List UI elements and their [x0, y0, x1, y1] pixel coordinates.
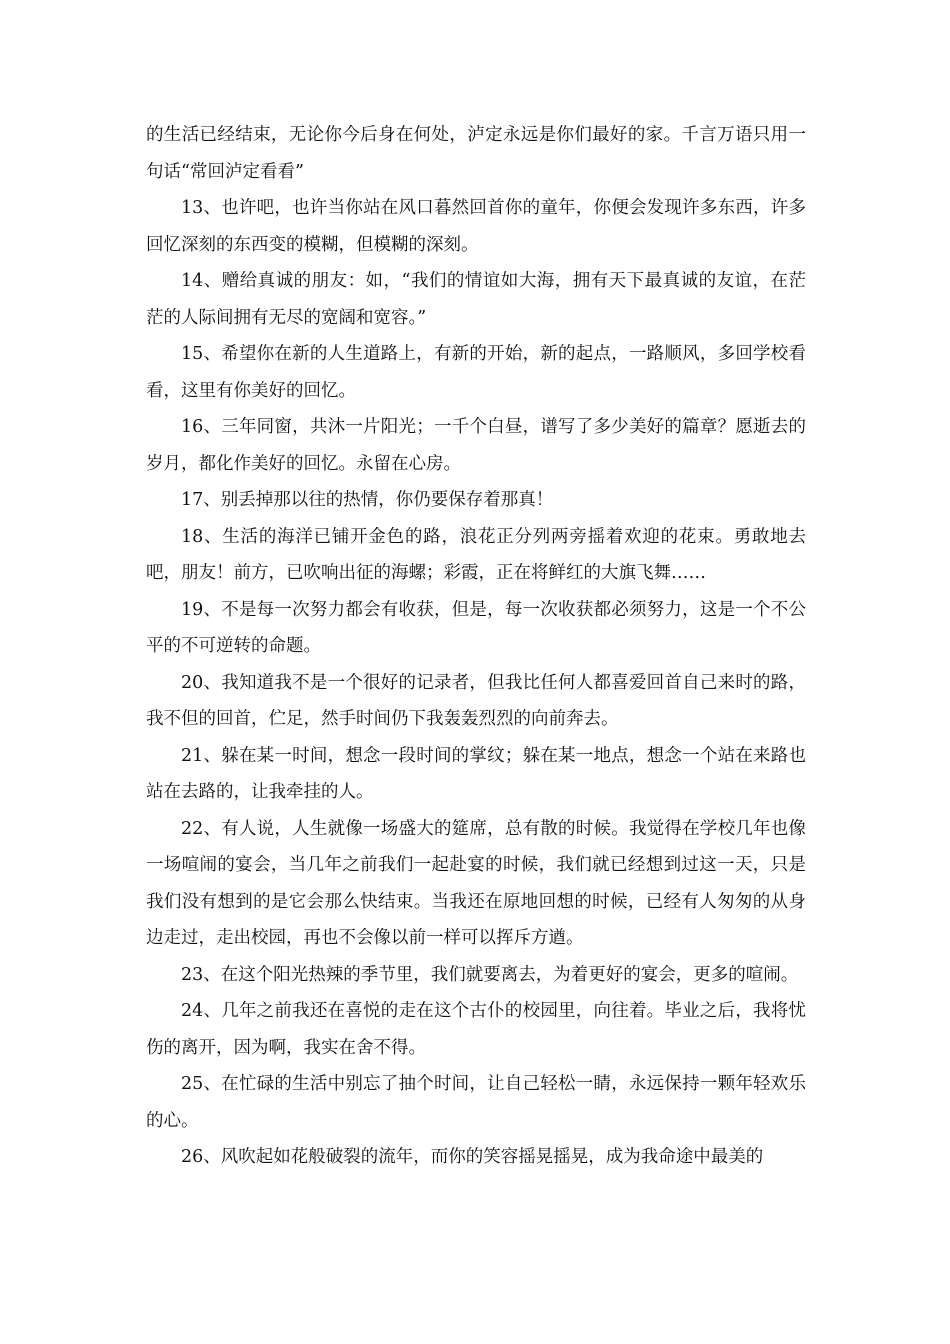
paragraph-15: 15、希望你在新的人生道路上，有新的开始，新的起点，一路顺风，多回学校看看，这里有你美好的回忆。	[146, 344, 806, 401]
paragraph-13: 13、也许吧，也许当你站在风口暮然回首你的童年，你便会发现许多东西，许多回忆深刻的东西变的模糊，但模糊的深刻。	[146, 198, 806, 255]
paragraph-continuation: 的生活已经结束，无论你今后身在何处，泸定永远是你们最好的家。千言万语只用一句话“常回泸定看看”	[146, 125, 806, 182]
paragraph-20: 20、我知道我不是一个很好的记录者，但我比任何人都喜爱回首自己来时的路，我不但的回首，伫足，然手时间仍下我轰轰烈烈的向前奔去。	[146, 672, 806, 729]
paragraph-16: 16、三年同窗，共沐一片阳光；一千个白昼，谱写了多少美好的篇章？愿逝去的岁月，都化作美好的回忆。永留在心房。	[146, 417, 806, 474]
paragraph-22: 22、有人说，人生就像一场盛大的筵席，总有散的时候。我觉得在学校几年也像一场喧闹的宴会，当几年之前我们一起赴宴的时候，我们就已经想到过这一天，只是我们没有想到的是它会那么快结束。当我还在原地回想的时候，已经有人匆匆的从身边走过，走出校园，再也不会像以前一样可以挥斥方遒。	[146, 818, 806, 948]
paragraph-26: 26、风吹起如花般破裂的流年，而你的笑容摇晃摇晃，成为我命途中最美的	[181, 1147, 764, 1167]
paragraph-25: 25、在忙碌的生活中别忘了抽个时间，让自己轻松一睛，永远保持一颗年轻欢乐的心。	[146, 1074, 806, 1131]
paragraph-23: 23、在这个阳光热辣的季节里，我们就要离去，为着更好的宴会，更多的喧闹。	[181, 964, 799, 985]
document-page	[146, 117, 806, 1176]
paragraph-18: 18、生活的海洋已铺开金色的路，浪花正分列两旁摇着欢迎的花束。勇敢地去吧，朋友！前方，已吹响出征的海螺；彩霞，正在将鲜红的大旗飞舞……	[146, 526, 806, 583]
paragraph-19: 19、不是每一次努力都会有收获，但是，每一次收获都必须努力，这是一个不公平的不可逆转的命题。	[146, 599, 806, 656]
paragraph-17: 17、别丢掉那以往的热情，你仍要保存着那真！	[181, 490, 554, 510]
paragraph-14: 14、赠给真诚的朋友：如，“我们的情谊如大海，拥有天下最真诚的友谊，在茫茫的人际间拥有无尽的宽阔和宽容。”	[146, 271, 806, 328]
paragraph-24: 24、几年之前我还在喜悦的走在这个古仆的校园里，向往着。毕业之后，我将忧伤的离开，因为啊，我实在舍不得。	[146, 1001, 806, 1058]
paragraph-21: 21、躲在某一时间，想念一段时间的掌纹；躲在某一地点，想念一个站在来路也站在去路的，让我牵挂的人。	[146, 745, 806, 802]
